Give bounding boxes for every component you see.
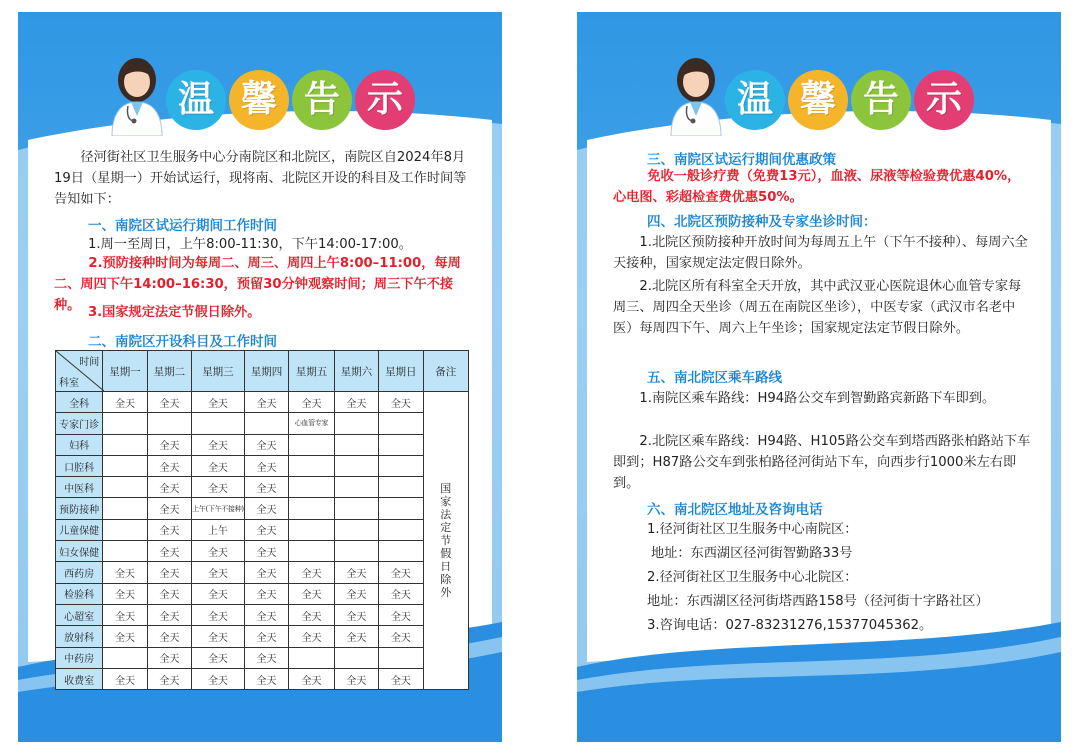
table-corner-cell xyxy=(56,351,103,392)
schedule-cell: 全天 xyxy=(289,392,334,413)
dept-name-cell: 口腔科 xyxy=(56,455,103,476)
schedule-cell xyxy=(103,498,147,519)
schedule-cell xyxy=(334,519,378,540)
schedule-cell xyxy=(379,519,423,540)
table-header-row xyxy=(56,351,469,392)
dept-name-cell: 专家门诊 xyxy=(56,413,103,434)
schedule-cell: 全天 xyxy=(192,626,245,647)
dept-name-cell: 检验科 xyxy=(56,583,103,604)
schedule-cell: 全天 xyxy=(192,434,245,455)
north-branch-address: 地址：东西湖区径河街塔西路158号（径河街十字路社区） xyxy=(647,594,989,609)
day-header: 星期三 xyxy=(192,351,245,392)
schedule-cell: 全天 xyxy=(192,647,245,668)
schedule-cell: 全天 xyxy=(147,477,191,498)
dept-name-cell: 中药房 xyxy=(56,647,103,668)
day-header: 星期四 xyxy=(244,351,288,392)
table-row xyxy=(56,519,469,540)
schedule-cell: 全天 xyxy=(244,647,288,668)
schedule-cell: 全天 xyxy=(147,668,191,689)
title-char-4: 示 xyxy=(355,70,415,130)
schedule-cell xyxy=(379,647,423,668)
schedule-cell xyxy=(334,477,378,498)
remark-cell xyxy=(423,392,468,690)
schedule-cell xyxy=(334,434,378,455)
schedule-cell: 全天 xyxy=(334,392,378,413)
south-branch-address: 地址：东西湖区径河街智勤路33号 xyxy=(651,546,853,561)
table-row xyxy=(56,562,469,583)
table-row xyxy=(56,647,469,668)
schedule-cell: 全天 xyxy=(334,562,378,583)
schedule-cell xyxy=(103,519,147,540)
schedule-cell xyxy=(379,455,423,476)
schedule-cell xyxy=(334,413,378,434)
section-heading-4: 四、北院区预防接种及专家坐诊时间： xyxy=(647,214,877,230)
schedule-cell: 全天 xyxy=(244,498,288,519)
schedule-table xyxy=(55,350,469,690)
schedule-cell: 全天 xyxy=(244,604,288,625)
consult-phone: 3.咨询电话：027-83231276,15377045362。 xyxy=(647,618,933,633)
section-heading-3: 三、南院区试运行期间优惠政策 xyxy=(647,152,836,168)
schedule-cell xyxy=(192,413,245,434)
schedule-cell: 全天 xyxy=(103,583,147,604)
schedule-cell: 全天 xyxy=(289,668,334,689)
table-row xyxy=(56,392,469,413)
schedule-cell: 全天 xyxy=(244,626,288,647)
schedule-cell xyxy=(379,434,423,455)
schedule-cell xyxy=(334,647,378,668)
doctor-illustration xyxy=(665,54,727,136)
schedule-cell xyxy=(289,647,334,668)
schedule-cell: 全天 xyxy=(334,668,378,689)
schedule-cell: 全天 xyxy=(147,541,191,562)
table-row xyxy=(56,434,469,455)
north-vaccination-time: 1.北院区预防接种开放时间为每周五上午（下午不接种）、每周六全天接种，国家规定法定假日除外。 xyxy=(613,235,1028,271)
schedule-cell: 全天 xyxy=(379,668,423,689)
worktime-line-2: 2.预防接种时间为每周二、周三、周四上午8:00–11:00，每周二、周四下午14:00–16:30，预留30分钟观察时间；周三下午不接种。 xyxy=(54,256,461,313)
schedule-cell: 全天 xyxy=(289,604,334,625)
worktime-line-1: 1.周一至周日，上午8:00-11:30，下午14:00-17:00。 xyxy=(88,237,412,252)
title-char-3: 告 xyxy=(851,70,911,130)
table-row xyxy=(56,626,469,647)
schedule-cell: 全天 xyxy=(103,392,147,413)
schedule-cell xyxy=(103,541,147,562)
schedule-cell: 全天 xyxy=(192,541,245,562)
schedule-cell: 全天 xyxy=(147,392,191,413)
section-heading-5: 五、南北院区乘车路线 xyxy=(647,370,782,386)
title-char-1: 温 xyxy=(725,70,785,130)
schedule-cell xyxy=(379,541,423,562)
schedule-cell: 全天 xyxy=(147,498,191,519)
schedule-cell: 全天 xyxy=(244,477,288,498)
section-heading-1: 一、南院区试运行期间工作时间 xyxy=(88,218,277,234)
schedule-cell: 全天 xyxy=(289,583,334,604)
title-char-3: 告 xyxy=(292,70,352,130)
dept-name-cell: 预防接种 xyxy=(56,498,103,519)
dept-name-cell: 放射科 xyxy=(56,626,103,647)
schedule-cell: 上午 xyxy=(192,519,245,540)
table-row xyxy=(56,455,469,476)
schedule-cell: 全天 xyxy=(379,604,423,625)
schedule-cell: 全天 xyxy=(192,477,245,498)
table-row xyxy=(56,604,469,625)
schedule-cell: 全天 xyxy=(147,519,191,540)
schedule-cell xyxy=(334,541,378,562)
schedule-cell: 全天 xyxy=(103,668,147,689)
table-row xyxy=(56,668,469,689)
dept-name-cell: 收费室 xyxy=(56,668,103,689)
schedule-cell: 全天 xyxy=(244,583,288,604)
worktime-line-3: 3.国家规定法定节假日除外。 xyxy=(88,305,261,320)
schedule-cell xyxy=(379,477,423,498)
remark-header: 备注 xyxy=(423,351,468,392)
schedule-cell: 上午(下午不接种) xyxy=(192,498,245,519)
day-header: 星期二 xyxy=(147,351,191,392)
dept-name-cell: 全科 xyxy=(56,392,103,413)
intro-paragraph: 径河街社区卫生服务中心分南院区和北院区，南院区自2024年8月19日（星期一）开始试运行，现将南、北院区开设的科目及工作时间等告知如下： xyxy=(54,150,467,207)
schedule-cell xyxy=(103,647,147,668)
schedule-cell xyxy=(103,477,147,498)
schedule-cell xyxy=(103,455,147,476)
south-branch-name: 1.径河街社区卫生服务中心南院区： xyxy=(647,522,858,537)
corner-label-time: 时间 xyxy=(79,357,100,368)
schedule-cell: 全天 xyxy=(334,583,378,604)
schedule-cell xyxy=(334,498,378,519)
south-bus-route: 1.南院区乘车路线：H94路公交车到智勤路宾新路下车即到。 xyxy=(639,391,996,406)
schedule-cell: 全天 xyxy=(289,626,334,647)
schedule-cell xyxy=(244,413,288,434)
schedule-cell: 全天 xyxy=(192,562,245,583)
schedule-cell: 全天 xyxy=(147,604,191,625)
schedule-cell: 全天 xyxy=(147,647,191,668)
section-heading-6: 六、南北院区地址及咨询电话 xyxy=(647,502,823,518)
schedule-cell: 全天 xyxy=(244,541,288,562)
corner-label-dept: 科室 xyxy=(59,378,79,389)
schedule-cell xyxy=(289,477,334,498)
schedule-cell: 全天 xyxy=(289,562,334,583)
day-header: 星期一 xyxy=(103,351,147,392)
schedule-cell: 全天 xyxy=(192,668,245,689)
dept-name-cell: 心超室 xyxy=(56,604,103,625)
table-row xyxy=(56,541,469,562)
discount-policy: 免收一般诊疗费（免费13元），血液、尿液等检验费优惠40%，心电图、彩超检查费优惠50%。 xyxy=(613,169,1021,205)
schedule-cell: 心血管专家 xyxy=(289,413,334,434)
schedule-cell: 全天 xyxy=(244,434,288,455)
schedule-cell: 全天 xyxy=(334,626,378,647)
schedule-cell: 全天 xyxy=(244,668,288,689)
notice-page-right xyxy=(577,12,1061,742)
schedule-cell: 全天 xyxy=(379,392,423,413)
schedule-cell xyxy=(289,434,334,455)
table-row xyxy=(56,498,469,519)
dept-name-cell: 儿童保健 xyxy=(56,519,103,540)
schedule-cell: 全天 xyxy=(244,455,288,476)
day-header: 星期五 xyxy=(289,351,334,392)
dept-name-cell: 西药房 xyxy=(56,562,103,583)
schedule-cell: 全天 xyxy=(147,455,191,476)
schedule-cell: 全天 xyxy=(147,434,191,455)
schedule-cell: 全天 xyxy=(147,562,191,583)
schedule-cell: 全天 xyxy=(147,583,191,604)
schedule-cell: 全天 xyxy=(192,455,245,476)
title-char-2: 馨 xyxy=(788,70,848,130)
schedule-cell xyxy=(103,413,147,434)
title-char-4: 示 xyxy=(914,70,974,130)
schedule-cell: 全天 xyxy=(379,562,423,583)
schedule-cell xyxy=(379,413,423,434)
dept-name-cell: 妇女保健 xyxy=(56,541,103,562)
schedule-cell: 全天 xyxy=(192,392,245,413)
title-char-1: 温 xyxy=(166,70,226,130)
title-char-2: 馨 xyxy=(229,70,289,130)
schedule-cell: 全天 xyxy=(379,626,423,647)
north-branch-name: 2.径河街社区卫生服务中心北院区： xyxy=(647,570,858,585)
schedule-cell: 全天 xyxy=(334,604,378,625)
schedule-cell xyxy=(289,519,334,540)
schedule-cell xyxy=(147,413,191,434)
schedule-cell: 全天 xyxy=(147,626,191,647)
schedule-cell: 全天 xyxy=(244,562,288,583)
north-bus-route: 2.北院区乘车路线：H94路、H105路公交车到塔西路张柏路站下车即到；H87路公交车到张柏路径河街站下车，向西步行1000米左右即到。 xyxy=(613,434,1031,491)
schedule-cell: 全天 xyxy=(103,604,147,625)
schedule-cell: 全天 xyxy=(192,583,245,604)
schedule-cell xyxy=(103,434,147,455)
schedule-cell xyxy=(379,498,423,519)
section-heading-2: 二、南院区开设科目及工作时间 xyxy=(88,334,277,350)
notice-page-left xyxy=(18,12,502,742)
table-row xyxy=(56,477,469,498)
table-row xyxy=(56,583,469,604)
day-header: 星期日 xyxy=(379,351,423,392)
schedule-cell: 全天 xyxy=(103,626,147,647)
table-row xyxy=(56,413,469,434)
schedule-cell xyxy=(334,455,378,476)
remark-text: 国家法定节假日除外 xyxy=(440,482,452,600)
schedule-cell: 全天 xyxy=(103,562,147,583)
schedule-cell: 全天 xyxy=(192,604,245,625)
schedule-cell: 全天 xyxy=(379,583,423,604)
dept-name-cell: 妇科 xyxy=(56,434,103,455)
schedule-cell xyxy=(289,541,334,562)
schedule-cell xyxy=(289,498,334,519)
doctor-illustration xyxy=(106,54,168,136)
north-expert-schedule: 2.北院区所有科室全天开放，其中武汉亚心医院退休心血管专家每周三、周四全天坐诊（周五在南院区坐诊），中医专家（武汉市名老中医）每周四下午、周六上午坐诊；国家规定法定节假日除外。 xyxy=(613,279,1022,336)
schedule-cell xyxy=(289,455,334,476)
schedule-cell: 全天 xyxy=(244,519,288,540)
dept-name-cell: 中医科 xyxy=(56,477,103,498)
schedule-cell: 全天 xyxy=(244,392,288,413)
day-header: 星期六 xyxy=(334,351,378,392)
